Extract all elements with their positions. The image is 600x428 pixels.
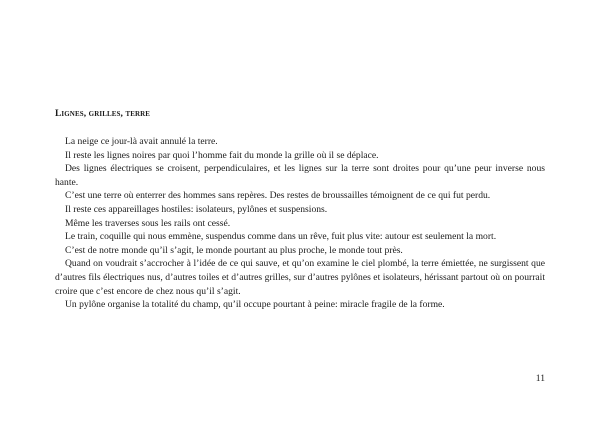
page-number: 11 [535, 373, 545, 384]
paragraph: Il reste ces appareillages hostiles: isolateurs, pylônes et suspensions. [65, 203, 328, 215]
section-heading: Lignes, grilles, terre [55, 109, 151, 119]
paragraph: Quand on voudrait s’accrocher à l’idée de ce qui sauve, et qu’on examine le ciel plombé, la terre émiettée, ne surgissent que d’autres fils électriques nus, d’autres toiles et d’autres grilles, sur d’autres pylônes et isolateurs, hérissant partout où on pourrait croire que c’est encore de chez nous qu’il s’agit. [55, 258, 545, 297]
body-text [55, 135, 545, 312]
paragraph: Un pylône organise la totalité du champ, qu’il occupe pourtant à peine: miracle fragile de la forme. [65, 299, 445, 311]
paragraph: C’est une terre où enterrer des hommes sans repères. Des restes de broussailles témoignent de ce qui fut perdu. [65, 190, 491, 202]
paragraph: La neige ce jour-là avait annulé la terre. [65, 136, 218, 147]
paragraph: Même les traverses sous les rails ont cessé. [65, 217, 231, 229]
paragraph: Il reste les lignes noires par quoi l’homme fait du monde la grille où il se déplace. [65, 149, 379, 161]
paragraph: Des lignes électriques se croisent, perpendiculaires, et les lignes sur la terre sont droites pour qu’une peur inverse nous hante. [55, 163, 545, 188]
paragraph: C’est de notre monde qu’il s’agit, le monde pourtant au plus proche, le monde tout près. [65, 244, 403, 256]
paragraph: Le train, coquille qui nous emmène, suspendus comme dans un rêve, fuit plus vite: autour est seulement la mort. [65, 231, 497, 243]
